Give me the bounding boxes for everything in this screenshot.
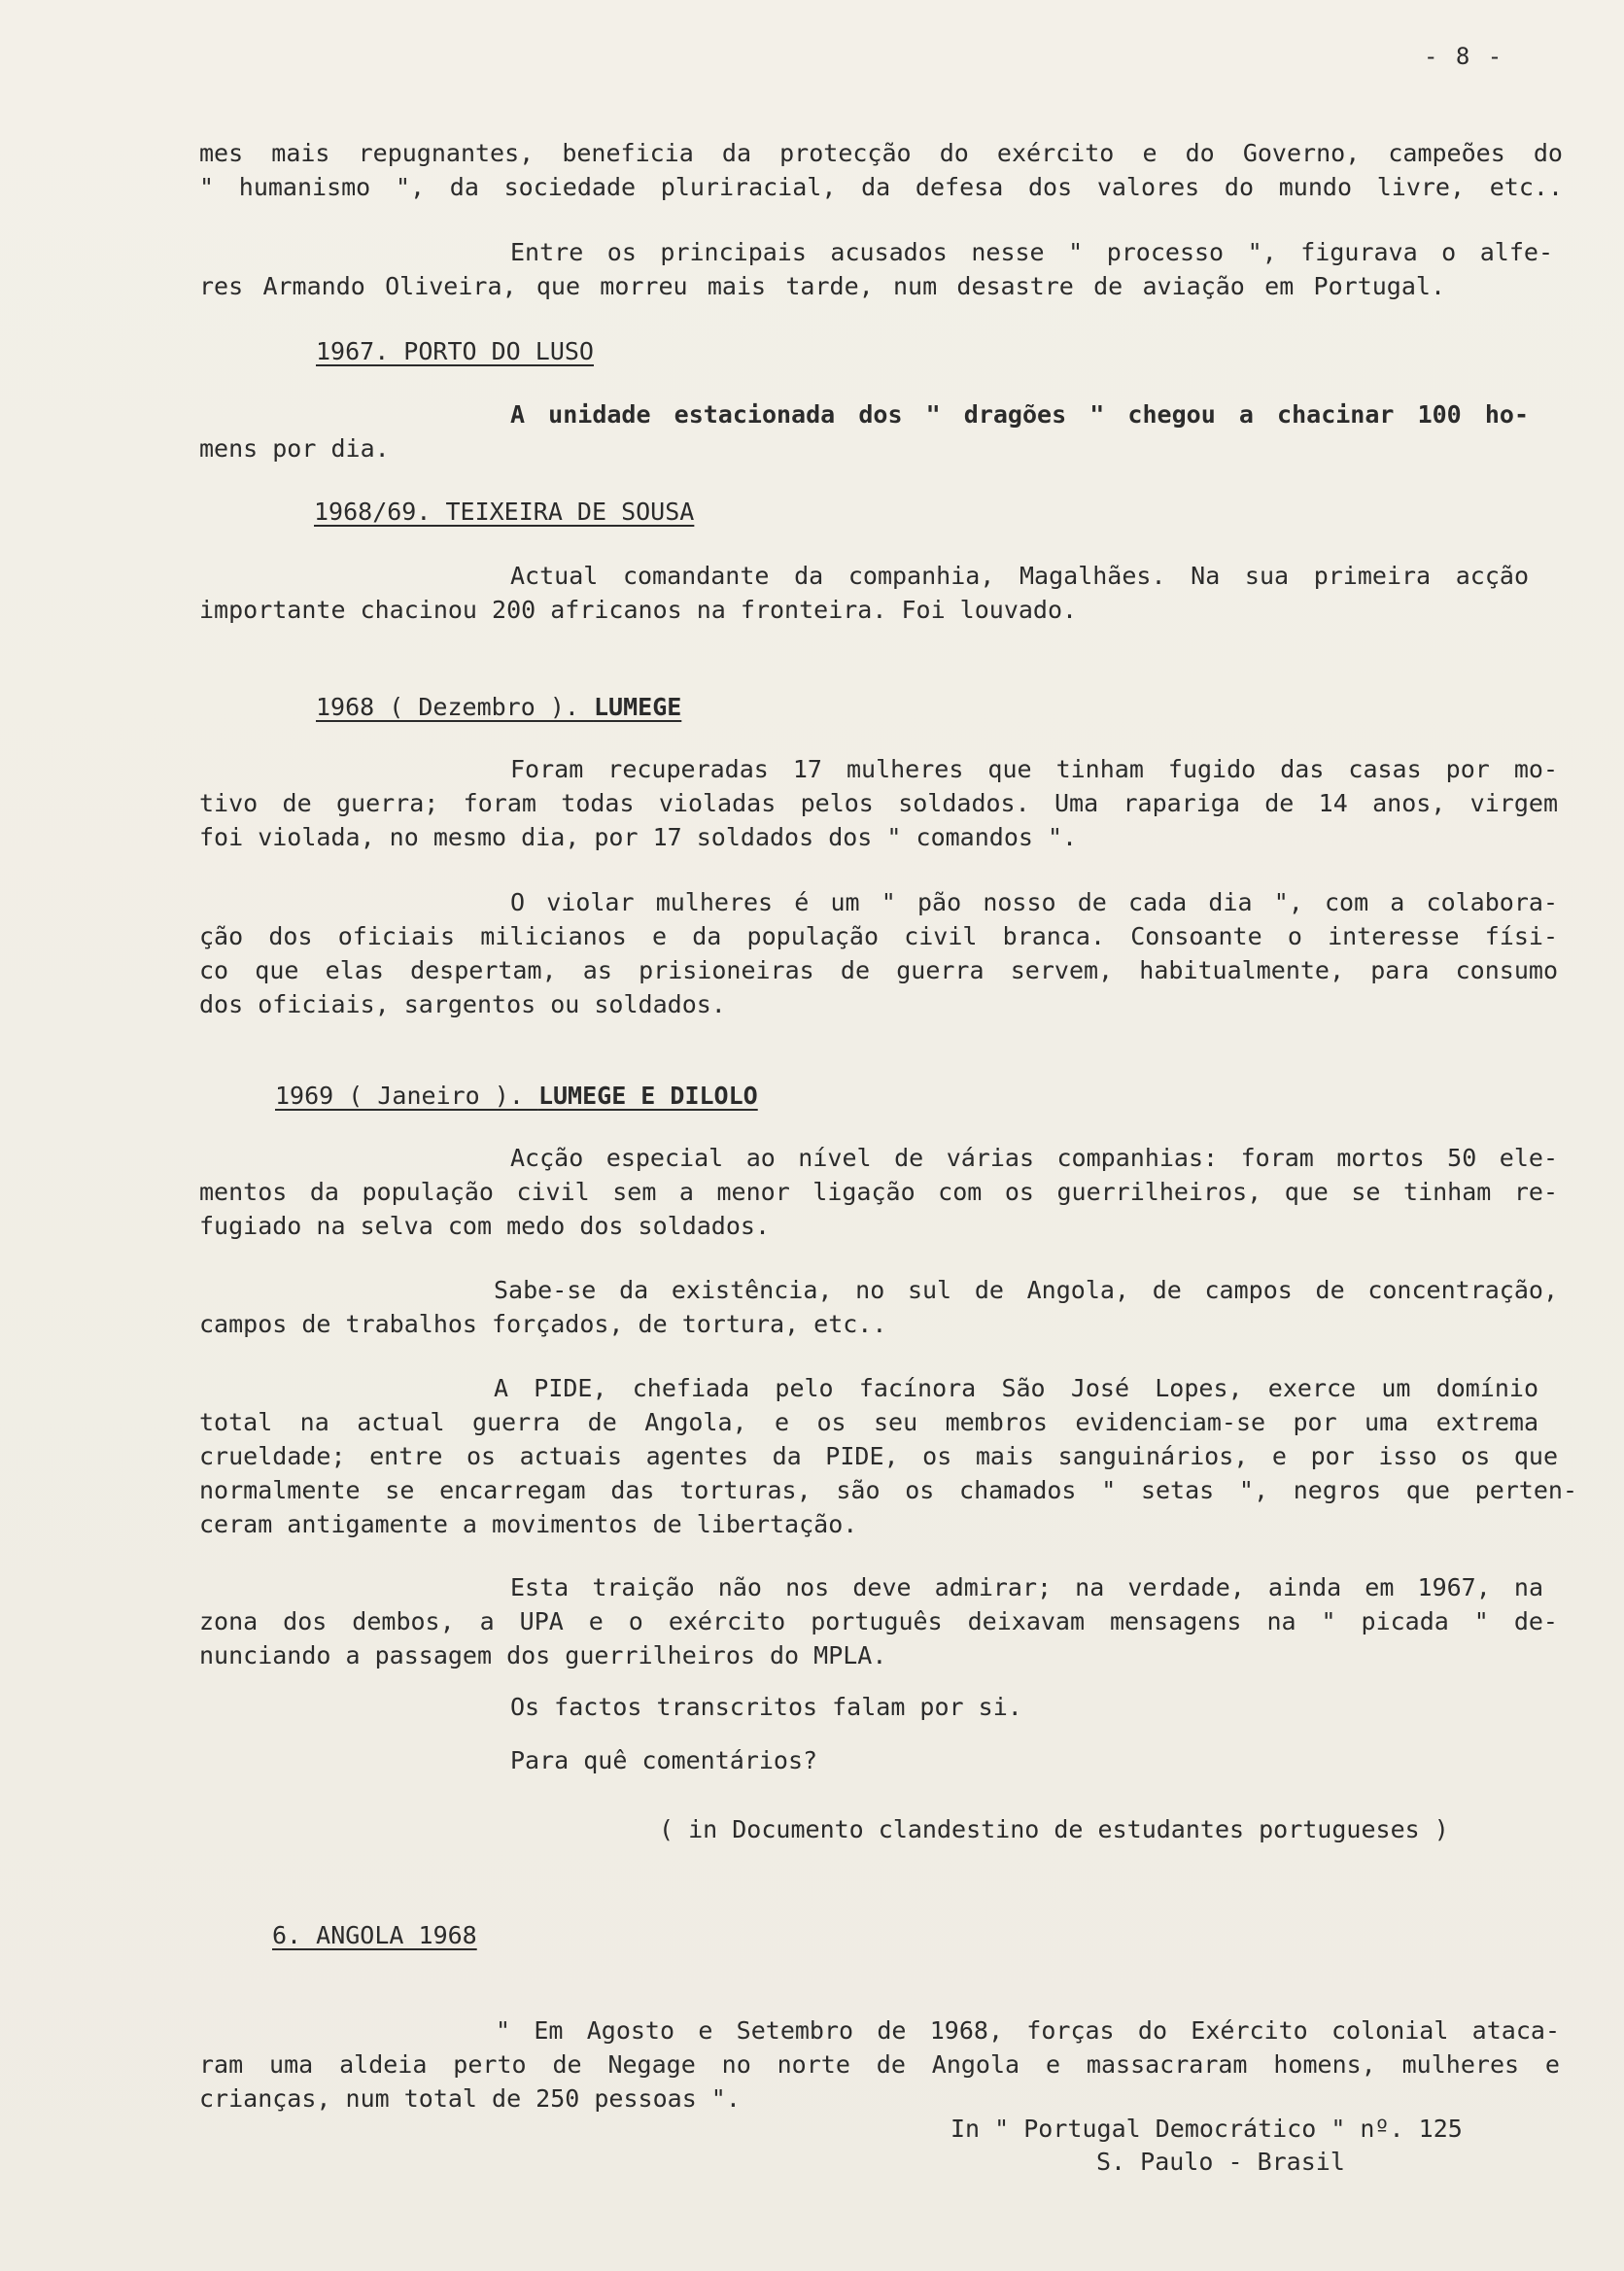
text-line: dos oficiais, sargentos ou soldados. xyxy=(199,990,726,1018)
text-line: mens por dia. xyxy=(199,434,390,463)
text-line: Actual comandante da companhia, Magalhães. Na sua primeira acção xyxy=(510,562,1529,590)
text-line: Entre os principais acusados nesse " processo ", figurava o alfe- xyxy=(510,238,1553,266)
text-line: importante chacinou 200 africanos na fronteira. Foi louvado. xyxy=(199,596,1078,624)
text-line: ceram antigamente a movimentos de libertação. xyxy=(199,1510,858,1538)
text-line: zona dos dembos, a UPA e o exército português deixavam mensagens na " picada " de- xyxy=(199,1607,1558,1635)
text-line: total na actual guerra de Angola, e os seu membros evidenciam-se por uma extrema xyxy=(199,1408,1538,1436)
text-line: Esta traição não nos deve admirar; na verdade, ainda em 1967, na xyxy=(510,1573,1543,1601)
heading-place: LUMEGE xyxy=(593,693,682,721)
source-citation: S. Paulo - Brasil xyxy=(1096,2148,1345,2176)
text-line: Para quê comentários? xyxy=(510,1746,818,1774)
text-line: res Armando Oliveira, que morreu mais tarde, num desastre de aviação em Portugal. xyxy=(199,272,1445,300)
source-citation: ( in Documento clandestino de estudantes portugueses ) xyxy=(659,1815,1449,1843)
text-line: Acção especial ao nível de várias companhias: foram mortos 50 ele- xyxy=(510,1144,1558,1172)
text-line: tivo de guerra; foram todas violadas pelos soldados. Uma rapariga de 14 anos, virgem xyxy=(199,789,1558,817)
text-line: " humanismo ", da sociedade pluriracial, da defesa dos valores do mundo livre, etc.. xyxy=(199,173,1563,201)
text-line: A unidade estacionada dos " dragões " chegou a chacinar 100 ho- xyxy=(510,400,1529,429)
text-line: Foram recuperadas 17 mulheres que tinham fugido das casas por mo- xyxy=(510,755,1558,783)
text-line: Sabe-se da existência, no sul de Angola, de campos de concentração, xyxy=(494,1276,1558,1304)
text-line: " Em Agosto e Setembro de 1968, forças do Exército colonial ataca- xyxy=(496,2016,1560,2045)
text-line: foi violada, no mesmo dia, por 17 soldados dos " comandos ". xyxy=(199,823,1078,851)
text-line: ção dos oficiais milicianos e da população civil branca. Consoante o interesse físi- xyxy=(199,922,1558,950)
text-line: fugiado na selva com medo dos soldados. xyxy=(199,1212,770,1240)
heading-date: 1969 ( Janeiro ). xyxy=(275,1082,538,1110)
text-line: O violar mulheres é um " pão nosso de cada dia ", com a colabora- xyxy=(510,888,1558,916)
section-heading xyxy=(316,693,681,722)
text-line: mentos da população civil sem a menor ligação com os guerrilheiros, que se tinham re- xyxy=(199,1178,1558,1206)
text-line: ram uma aldeia perto de Negage no norte de Angola e massacraram homens, mulheres e xyxy=(199,2050,1560,2079)
text-line: A PIDE, chefiada pelo facínora São José Lopes, exerce um domínio xyxy=(494,1374,1538,1402)
text-line: Os factos transcritos falam por si. xyxy=(510,1693,1022,1721)
heading-place: LUMEGE E DILOLO xyxy=(537,1082,758,1110)
text-line: crianças, num total de 250 pessoas ". xyxy=(199,2084,741,2113)
text-line: mes mais repugnantes, beneficia da protecção do exército e do Governo, campeões do xyxy=(199,139,1563,167)
page-number: - 8 - xyxy=(1424,43,1504,70)
text-line: normalmente se encarregam das torturas, são os chamados " setas ", negros que perten- xyxy=(199,1476,1577,1504)
section-heading: 1967. PORTO DO LUSO xyxy=(316,337,594,365)
text-line: campos de trabalhos forçados, de tortura, etc.. xyxy=(199,1310,887,1338)
source-citation: In " Portugal Democrático " nº. 125 xyxy=(950,2115,1463,2143)
section-heading: 1968/69. TEIXEIRA DE SOUSA xyxy=(314,498,695,526)
section-heading: 6. ANGOLA 1968 xyxy=(272,1921,477,1949)
heading-date: 1968 ( Dezembro ). xyxy=(316,693,594,721)
text-line: co que elas despertam, as prisioneiras de guerra servem, habitualmente, para consumo xyxy=(199,956,1558,984)
text-line: crueldade; entre os actuais agentes da PIDE, os mais sanguinários, e por isso os que xyxy=(199,1442,1558,1470)
text-line: nunciando a passagem dos guerrilheiros do MPLA. xyxy=(199,1641,887,1669)
section-heading xyxy=(275,1082,758,1111)
